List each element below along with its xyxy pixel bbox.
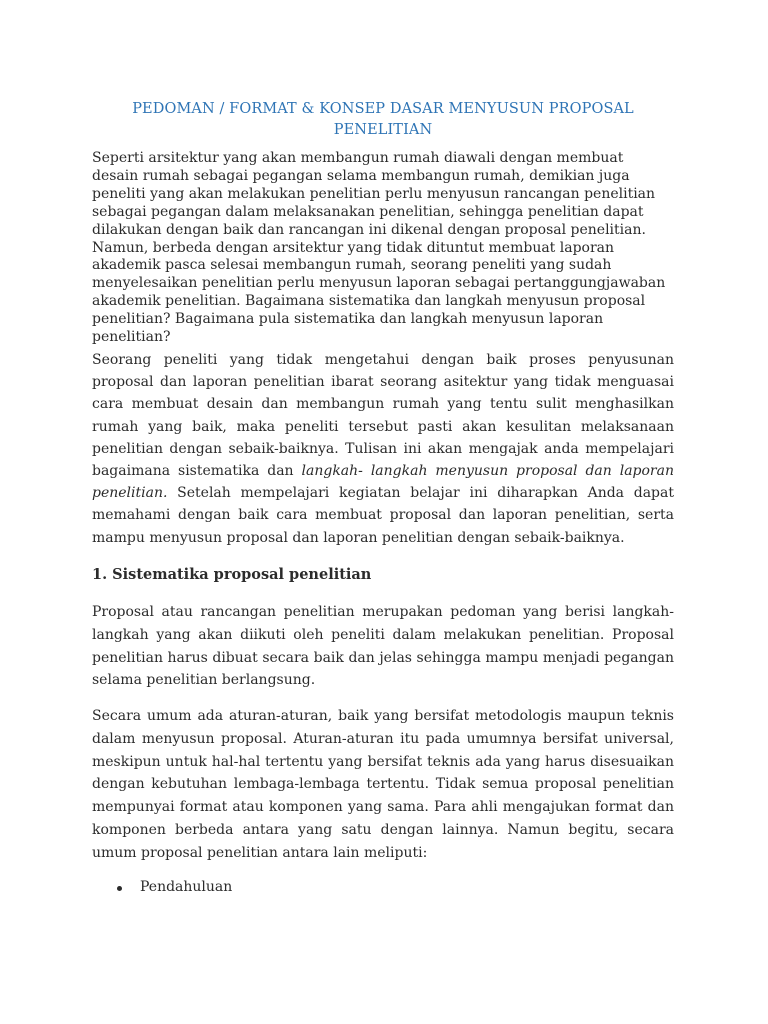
bullet-list [92, 876, 232, 898]
intro-paragraph: Seperti arsitektur yang akan membangun rumah diawali dengan membuat desain rumah sebagai pegangan selama membangun rumah, demikian juga peneliti yang akan melakukan penelitian perlu menyusun rancangan penelitian sebagai pegangan dalam melaksanakan penelitian, sehingga penelitian dapat dilakukan dengan baik dan rancangan ini dikenal dengan proposal penelitian. Namun, berbeda dengan arsitektur yang tidak dituntut membuat laporan akademik pasca selesai membangun rumah, seorang peneliti yang sudah menyelesaikan penelitian perlu menyusun laporan sebagai pertanggungjawaban akademik penelitian. Bagaimana sistematika dan langkah menyusun proposal penelitian? Bagaimana pula sistematika dan langkah menyusun laporan penelitian? [92, 150, 666, 346]
bullet-list-item [92, 876, 232, 898]
title-line-1: PEDOMAN / FORMAT & KONSEP DASAR MENYUSUN PROPOSAL [132, 101, 634, 117]
paragraph-2-text-end: Setelah mempelajari kegiatan belajar ini diharapkan Anda dapat memahami dengan baik cara membuat proposal dan laporan penelitian, serta mampu menyusun proposal dan laporan penelitian dengan sebaik-baiknya. [92, 485, 674, 546]
paragraph-4: Secara umum ada aturan-aturan, baik yang bersifat metodologis maupun teknis dalam menyusun proposal. Aturan-aturan itu pada umumnya bersifat universal, meskipun untuk hal-hal tertentu yang bersifat teknis ada yang harus disesuaikan dengan kebutuhan lembaga-lembaga tertentu. Tidak semua proposal penelitian mempunyai format atau komponen yang sama. Para ahli mengajukan format dan komponen berbeda antara yang satu dengan lainnya. Namun begitu, secara umum proposal penelitian antara lain meliputi: [92, 708, 674, 861]
section-heading: 1. Sistematika proposal penelitian [92, 566, 372, 583]
paragraph-2-italic-text: langkah- langkah menyusun proposal dan laporan penelitian. [92, 463, 674, 502]
paragraph-3: Proposal atau rancangan penelitian merupakan pedoman yang berisi langkah-langkah yang akan diikuti oleh peneliti dalam melakukan penelitian. Proposal penelitian harus dibuat secara baik dan jelas sehingga mampu menjadi pegangan selama penelitian berlangsung. [92, 604, 674, 689]
bullet-icon [117, 886, 122, 891]
title-line-2: PENELITIAN [333, 122, 433, 138]
document-title [92, 99, 674, 141]
bullet-item-text: Pendahuluan [140, 879, 233, 895]
paragraph-2-text-start: Seorang peneliti yang tidak mengetahui dengan baik proses penyusunan proposal dan laporan penelitian ibarat seorang asitektur yang tidak menguasai cara membuat desain dan membangun rumah yang tentu sulit menghasilkan rumah yang baik, maka peneliti tersebut pasti akan kesulitan melaksanaan penelitian dengan sebaik-baiknya. Tulisan ini akan mengajak anda mempelajari bagaimana sistematika dan [92, 352, 674, 480]
paragraph-2 [92, 349, 674, 549]
